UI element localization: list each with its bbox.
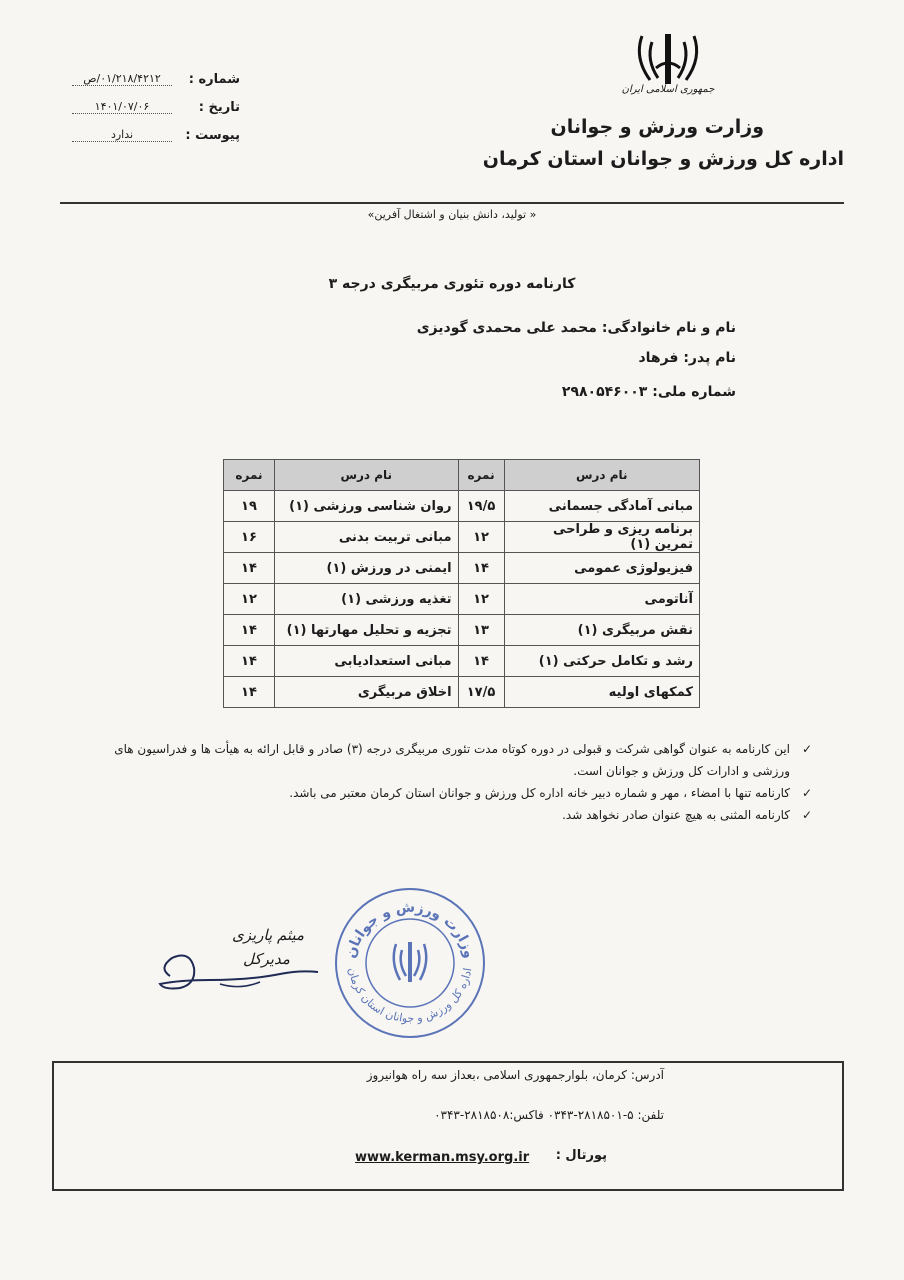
course-grade: ۱۴	[224, 677, 275, 708]
father-name: نام پدر: فرهاد	[638, 350, 736, 366]
course-grade: ۱۴	[224, 646, 275, 677]
column-header: نمره	[458, 460, 504, 491]
course-name: مبانی آمادگی جسمانی	[504, 491, 699, 522]
column-header: نام درس	[504, 460, 699, 491]
note-text: کارنامه تنها با امضاء ، مهر و شماره دبیر خانه اداره کل ورزش و جوانان استان کرمان معتبر می باشد.	[289, 786, 790, 800]
signer-name: میثم پاریزی	[232, 926, 305, 944]
attachment-value: ندارد	[72, 128, 172, 142]
table-row	[224, 584, 700, 615]
footer-address: آدرس: کرمان، بلوارجمهوری اسلامی ،بعداز سه راه هوانیروز	[366, 1068, 664, 1082]
course-name: برنامه ریزی و طراحی تمرین (۱)	[504, 522, 699, 553]
column-header: نام درس	[274, 460, 458, 491]
number-label: شماره :	[188, 72, 240, 87]
document-title: کارنامه دوره تئوری مربیگری درجه ۳	[328, 276, 576, 292]
table-header-row	[224, 460, 700, 491]
table-row	[224, 615, 700, 646]
note-text: کارنامه المثنی به هیچ عنوان صادر نخواهد شد.	[562, 808, 790, 822]
attachment-label: پیوست :	[185, 128, 240, 143]
course-name: مبانی تربیت بدنی	[274, 522, 458, 553]
full-name: نام و نام خانوادگی: محمد علی محمدی گودیزی	[416, 320, 736, 336]
table-row	[224, 553, 700, 584]
slogan: « تولید، دانش بنیان و اشتغال آفرین»	[367, 208, 537, 221]
course-name: آناتومی	[504, 584, 699, 615]
course-grade: ۱۹	[224, 491, 275, 522]
handwritten-signature	[150, 944, 320, 1004]
course-name: فیزیولوژی عمومی	[504, 553, 699, 584]
list-item	[112, 738, 812, 782]
course-grade: ۱۲	[458, 522, 504, 553]
course-name: ایمنی در ورزش (۱)	[274, 553, 458, 584]
official-stamp	[332, 886, 488, 1040]
check-mark-icon: ✓	[801, 808, 812, 822]
column-header: نمره	[224, 460, 275, 491]
portal-link[interactable]: www.kerman.msy.org.ir	[355, 1150, 530, 1165]
emblem-logo	[628, 28, 708, 90]
course-grade: ۱۴	[458, 646, 504, 677]
list-item	[112, 804, 812, 826]
note-text: این کارنامه به عنوان گواهی شرکت و قبولی در دوره کوتاه مدت تئوری مربیگری درجه (۳) صادر و قابل ارائه به هیأت ها و فدراسیون های ورزشی و ادارات کل ورزش و جوانان است.	[114, 742, 790, 778]
letter-number	[60, 72, 250, 94]
table-row	[224, 646, 700, 677]
course-grade: ۱۴	[224, 615, 275, 646]
course-grade: ۱۴	[458, 553, 504, 584]
ministry-title: وزارت ورزش و جوانان	[550, 116, 764, 138]
course-name: رشد و تکامل حرکتی (۱)	[504, 646, 699, 677]
header-divider	[60, 202, 844, 204]
course-name: کمکهای اولیه	[504, 677, 699, 708]
stamp-bottom-text: اداره کل ورزش و جوانان استان کرمان	[345, 966, 475, 1026]
grades-table	[223, 459, 700, 708]
course-grade: ۱۶	[224, 522, 275, 553]
table-row	[224, 677, 700, 708]
course-grade: ۱۹/۵	[458, 491, 504, 522]
course-name: تغذیه ورزشی (۱)	[274, 584, 458, 615]
course-grade: ۱۷/۵	[458, 677, 504, 708]
date-label: تاریخ :	[198, 100, 240, 115]
course-name: اخلاق مربیگری	[274, 677, 458, 708]
table-row	[224, 522, 700, 553]
number-value: ۰۱/۲۱۸/۴۲۱۲/ص	[72, 72, 172, 86]
course-name: مبانی استعدادیابی	[274, 646, 458, 677]
course-grade: ۱۲	[224, 584, 275, 615]
stamp-top-text: وزارت ورزش و جوانان	[342, 899, 478, 960]
portal-label: پورتال :	[555, 1148, 607, 1163]
course-name: نقش مربیگری (۱)	[504, 615, 699, 646]
course-grade: ۱۲	[458, 584, 504, 615]
letter-date	[60, 100, 250, 122]
table-row	[224, 491, 700, 522]
course-name: تجزیه و تحلیل مهارتها (۱)	[274, 615, 458, 646]
letter-attachment	[60, 128, 250, 150]
office-title: اداره کل ورزش و جوانان استان کرمان	[482, 148, 844, 170]
course-grade: ۱۳	[458, 615, 504, 646]
check-mark-icon: ✓	[801, 786, 812, 800]
list-item	[112, 782, 812, 804]
date-value: ۱۴۰۱/۰۷/۰۶	[72, 100, 172, 114]
national-id: شماره ملی: ۲۹۸۰۵۴۶۰۰۳	[561, 384, 736, 400]
emblem-caption: جمهوری اسلامی ایران	[621, 84, 715, 95]
notes-list	[112, 738, 812, 826]
check-mark-icon: ✓	[801, 742, 812, 756]
signer-title: مدیرکل	[243, 950, 290, 968]
footer-phone: تلفن: ۵-۲۸۱۸۵۰۱-۰۳۴۳ فاکس:۲۸۱۸۵۰۸-۰۳۴۳	[434, 1108, 664, 1122]
course-grade: ۱۴	[224, 553, 275, 584]
course-name: روان شناسی ورزشی (۱)	[274, 491, 458, 522]
